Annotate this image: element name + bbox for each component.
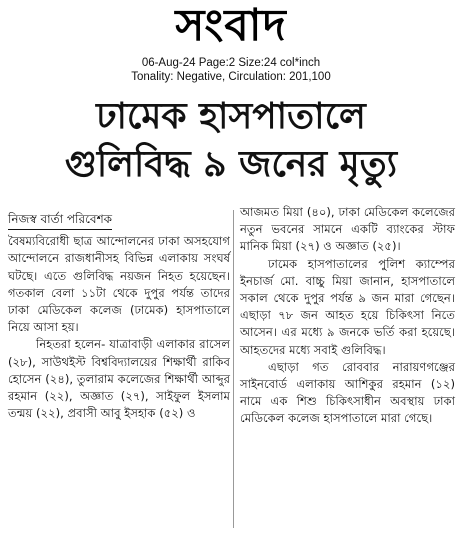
article-paragraph: বৈষম্যবিরোধী ছাত্র আন্দোলনের ঢাকা অসহযোগ আন্দোলনে রাজধানীসহ বিভিন্ন এলাকায় সংঘর্ষ ঘটছে। এতে গুলিবিদ্ধ নয়জন নিহত হয়েছেন। গতকাল বেলা ১১টা থেকে দুপুর পর্যন্ত তাদের ঢাকা মেডিকেল কলেজ (ঢামেক) হাসপাতালে নিয়ে আসা হয়। [8, 234, 230, 335]
clipping-meta-date-page: 06-Aug-24 Page:2 Size:24 col*inch [141, 57, 321, 69]
headline-line-2: গুলিবিদ্ধ ৯ জনের মৃত্যু [64, 144, 398, 185]
masthead-title: সংবাদ [175, 0, 287, 51]
column-divider [233, 210, 234, 528]
article-paragraph: আজমত মিয়া (৪০), ঢাকা মেডিকেল কলেজের নতুন ভবনের সামনে একটি ব্যাংকের স্টাফ মানিক মিয়া (২৭) ও অজ্ঞাত (২৫)। [240, 205, 455, 254]
clipping-meta-tonality: Tonality: Negative, Circulation: 201,100 [131, 71, 331, 83]
headline-line-1: ঢামেক হাসপাতালে [96, 96, 366, 137]
article-paragraph: ঢামেক হাসপাতালের পুলিশ ক্যাম্পের ইনচার্জ মো. বাচ্চু মিয়া জানান, হাসপাতালে সকাল থেকে দুপুর পর্যন্ত ৯ জন মারা গেছেন। এছাড়া ৭৮ জন আহত হয়ে চিকিৎসা নিতে আসেন। এর মধ্যে ৯ জনকে ভর্তি করা হয়েছে। আহতদের মধ্যে সবাই গুলিবিদ্ধ। [240, 256, 455, 357]
article-paragraph: নিহতরা হলেন- যাত্রাবাড়ী এলাকার রাসেল (২৮), সাউথইস্ট বিশ্ববিদ্যালয়ের শিক্ষার্থী রাকিব হোসেন (২৪), তুলারাম কলেজের শিক্ষার্থী আব্দুর রহমান (২২), অজ্ঞাত (২৭), সাইফুল ইসলাম তন্ময় (২২), প্রবাসী আবু ইসহাক (৫২) ও [8, 337, 230, 421]
article-right-column [240, 204, 455, 428]
byline: নিজস্ব বার্তা পরিবেশক [8, 211, 112, 230]
article-paragraph: এছাড়া গত রোববার নারায়ণগঞ্জের সাইনবোর্ড এলাকায় আশিকুর রহমান (১২) নামে এক শিশু চিকিৎসাধীন অবস্থায় ঢাকা মেডিকেল কলেজ হাসপাতালে মারা গেছে। [240, 359, 455, 426]
article-left-column [8, 211, 230, 422]
newspaper-masthead [0, 0, 462, 52]
